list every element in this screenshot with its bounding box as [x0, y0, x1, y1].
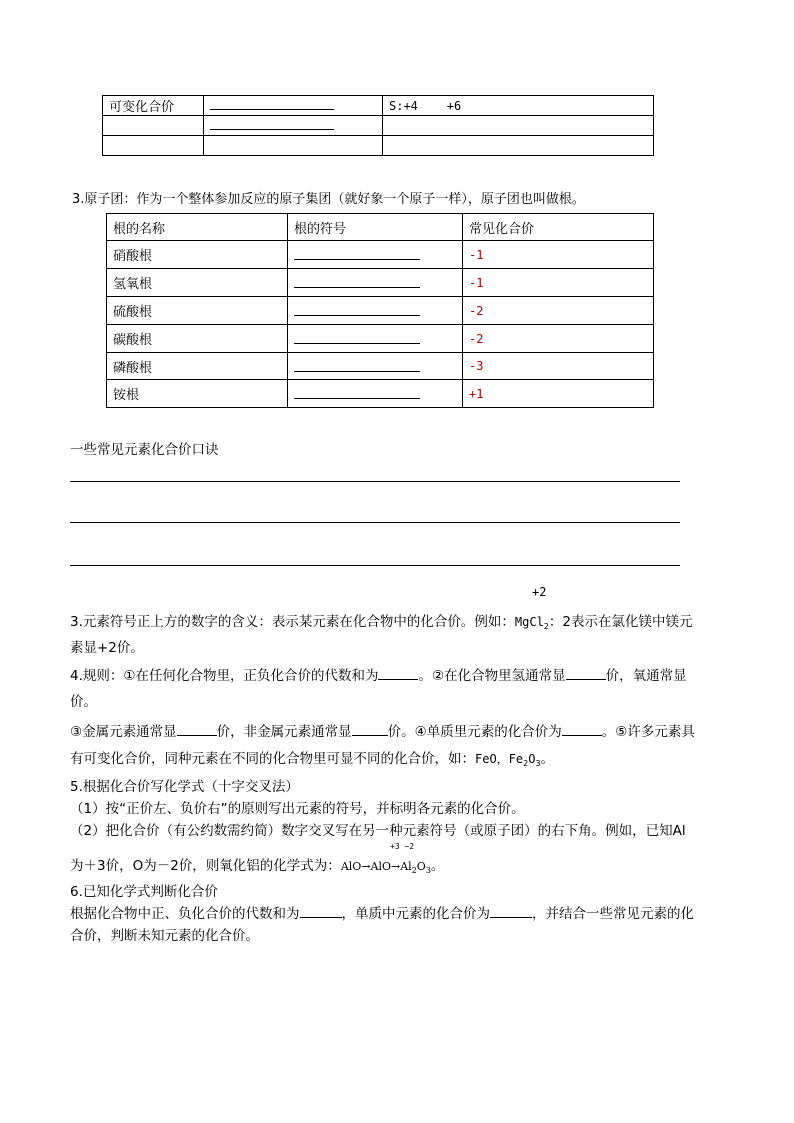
text: 为＋3价，O为－2价，则氧化铝的化学式为： — [70, 858, 341, 874]
text: 。②在化合物里氢通常显 — [418, 668, 566, 684]
answer-blank[interactable] — [300, 905, 342, 918]
answer-blank[interactable] — [210, 97, 334, 110]
text: 。 — [540, 751, 555, 767]
writing-line[interactable] — [70, 481, 680, 482]
table-cell: 可变化合价 — [103, 96, 204, 116]
answer-blank[interactable] — [566, 667, 606, 680]
subscript: 3 — [535, 759, 541, 768]
table-cell — [383, 136, 654, 156]
subscript: 3 — [425, 866, 431, 875]
radical-valence: -1 — [463, 269, 654, 297]
answer-blank[interactable] — [294, 357, 420, 372]
text: 根据化合物中正、负化合价的代数和为 — [70, 906, 300, 922]
radical-name: 硝酸根 — [107, 241, 288, 269]
writing-line[interactable] — [70, 522, 680, 523]
answer-blank[interactable] — [177, 723, 217, 736]
text: 。⑤许多元素具 — [601, 724, 695, 740]
mnemonic-title: 一些常见元素化合价口诀 — [70, 442, 219, 458]
table-cell — [383, 116, 654, 136]
answer-blank[interactable] — [562, 723, 602, 736]
radical-valence: -1 — [463, 241, 654, 269]
text: ，并结合一些常见元素的化 — [532, 906, 694, 922]
answer-blank[interactable] — [294, 329, 420, 344]
answer-blank[interactable] — [210, 117, 334, 130]
section-5-step2: （2）把化合价（有公约数需约简）数字交叉写在另一种元素符号（或原子团）的右下角。例如，已知Al — [70, 823, 686, 839]
radical-valence: -2 — [463, 325, 654, 353]
subscript: 2 — [523, 759, 529, 768]
text: ：2表示在氯化镁中镁元 — [548, 614, 693, 630]
section-6-line1 — [70, 902, 694, 922]
text: 有可变化合价，同种元素在不同的化合物里可显不同的化合价，如： — [70, 751, 475, 767]
section-3-radical-title: 3.原子团：作为一个整体参加反应的原子集团（就好象一个原子一样），原子团也叫做根。 — [72, 192, 585, 207]
text: 3.元素符号正上方的数字的含义：表示某元素在化合物中的化合价。例如： — [70, 614, 515, 630]
section-3-superscript-line1 — [70, 610, 692, 631]
radical-symbol-cell — [288, 380, 463, 408]
table-cell — [103, 116, 204, 136]
answer-blank[interactable] — [294, 245, 420, 260]
subscript: 2 — [411, 866, 417, 875]
subscript: 2 — [543, 622, 549, 631]
section-5-title: 5.根据化合价写化学式（十字交叉法） — [70, 779, 299, 795]
column-header: 常见化合价 — [463, 214, 654, 241]
section-4-line1 — [70, 664, 687, 684]
text: ，单质中元素的化合价为 — [341, 906, 490, 922]
text: ③金属元素通常显 — [70, 724, 177, 740]
answer-blank[interactable] — [378, 667, 418, 680]
formula: FeO，Fe — [475, 752, 524, 766]
answer-blank[interactable] — [490, 905, 532, 918]
radical-symbol-cell — [288, 241, 463, 269]
section-4-line3 — [70, 720, 695, 740]
section-3-superscript-line2: 素显+2价。 — [70, 640, 144, 656]
section-4-line2: 价。 — [70, 694, 97, 710]
formula: O — [528, 752, 536, 766]
answer-blank[interactable] — [294, 301, 420, 316]
radical-valence: -2 — [463, 297, 654, 325]
radical-valence: -3 — [463, 353, 654, 380]
valence-superscript: +3 −2 — [390, 842, 415, 851]
column-header: 根的符号 — [288, 214, 463, 241]
writing-line[interactable] — [70, 565, 680, 566]
radical-table — [106, 213, 654, 408]
answer-blank[interactable] — [352, 723, 388, 736]
radical-name: 碳酸根 — [107, 325, 288, 353]
radical-name: 磷酸根 — [107, 353, 288, 380]
table-cell — [103, 136, 204, 156]
formula-part: →Al — [391, 860, 412, 873]
table-cell — [204, 96, 383, 116]
section-5-step2-cont — [70, 854, 444, 875]
table-cell — [204, 116, 383, 136]
text: 价，非金属元素通常显 — [216, 724, 352, 740]
section-4-line4 — [70, 747, 554, 768]
radical-valence: +1 — [463, 380, 654, 408]
text: 价，氧通常显 — [605, 668, 687, 684]
radical-symbol-cell — [288, 353, 463, 380]
section-5-step1: （1）按“正价左、负价右”的原则写出元素的符号，并标明各元素的化合价。 — [70, 801, 525, 817]
variable-valence-table — [102, 95, 654, 156]
radical-name: 硫酸根 — [107, 297, 288, 325]
text: 。 — [430, 858, 445, 874]
formula-part: O — [416, 860, 426, 873]
section-6-line2: 合价，判断未知元素的化合价。 — [70, 928, 259, 944]
radical-symbol-cell — [288, 269, 463, 297]
text: 4.规则：①在任何化合物里，正负化合价的代数和为 — [70, 668, 379, 684]
radical-symbol-cell — [288, 297, 463, 325]
formula-part: AlO→ — [340, 860, 371, 873]
table-cell: S:+4 +6 — [383, 96, 654, 116]
cross-method-formula — [341, 860, 431, 873]
radical-symbol-cell — [288, 325, 463, 353]
formula-part: AlO — [370, 860, 391, 873]
text: 价。④单质里元素的化合价为 — [387, 724, 562, 740]
answer-blank[interactable] — [294, 273, 420, 288]
table-cell — [204, 136, 383, 156]
column-header: 根的名称 — [107, 214, 288, 241]
valence-superscript: +2 — [532, 585, 547, 599]
radical-name: 氢氧根 — [107, 269, 288, 297]
section-6-title: 6.已知化学式判断化合价 — [70, 884, 218, 900]
formula: MgCl — [514, 615, 544, 629]
answer-blank[interactable] — [294, 384, 420, 399]
radical-name: 铵根 — [107, 380, 288, 408]
